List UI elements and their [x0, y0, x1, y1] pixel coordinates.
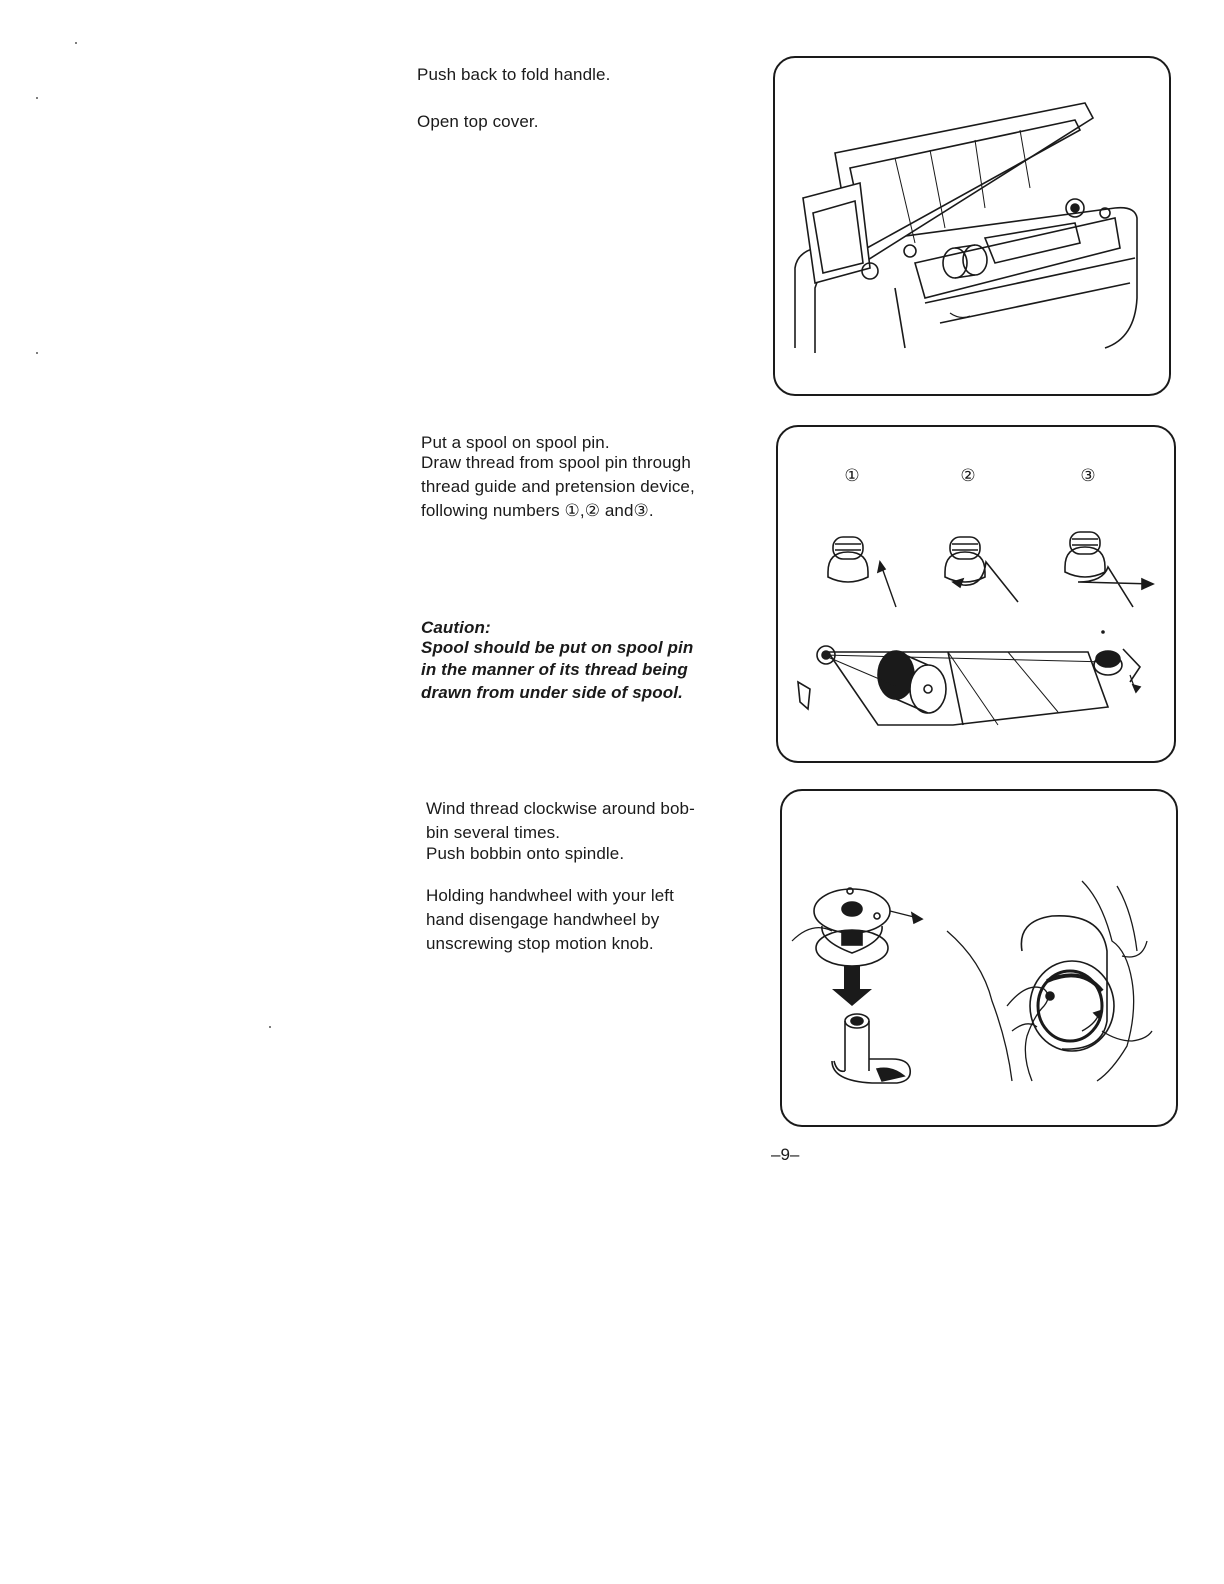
- instruction-unscrew-knob: unscrewing stop motion knob.: [426, 934, 654, 953]
- spindle-icon: [832, 1014, 910, 1083]
- instruction-fold-handle: Push back to fold handle.: [417, 65, 611, 84]
- instruction-wind-thread: Wind thread clockwise around bob-: [426, 799, 695, 818]
- pretension-device-3: [1065, 532, 1153, 607]
- handwheel-icon: [1021, 916, 1114, 1051]
- instruction-thread-guide: thread guide and pretension device,: [421, 477, 695, 496]
- page-number: –9–: [771, 1145, 800, 1164]
- down-arrow-icon: [832, 966, 872, 1006]
- instruction-push-bobbin: Push bobbin onto spindle.: [426, 844, 625, 863]
- instruction-wind-thread-cont: bin several times.: [426, 823, 561, 842]
- caution-title: Caution:: [421, 618, 491, 637]
- caution-line: Spool should be put on spool pin: [421, 638, 694, 657]
- instruction-open-cover: Open top cover.: [417, 112, 539, 131]
- instruction-follow-numbers: following numbers ①,② and③.: [421, 501, 654, 520]
- illustration-bobbin-handwheel: [780, 789, 1178, 1127]
- illustration-threading-steps: [776, 425, 1176, 763]
- pretension-device-2: [945, 537, 1018, 602]
- instruction-disengage-handwheel: hand disengage handwheel by: [426, 910, 660, 929]
- step-label-1: ①: [844, 466, 860, 486]
- scan-speck: [36, 352, 38, 354]
- instruction-spool-pin: Put a spool on spool pin.: [421, 433, 610, 452]
- caution-line: drawn from under side of spool.: [421, 683, 683, 702]
- scan-speck: [75, 42, 77, 44]
- bobbin-icon: [792, 888, 922, 966]
- step-label-3: ③: [1080, 466, 1096, 486]
- step-label-2: ②: [960, 466, 976, 486]
- scan-speck: [36, 97, 38, 99]
- pretension-device-1: [828, 537, 896, 607]
- caution-line: in the manner of its thread being: [421, 660, 688, 679]
- instruction-hold-handwheel: Holding handwheel with your left: [426, 886, 674, 905]
- instruction-draw-thread: Draw thread from spool pin through: [421, 453, 691, 472]
- hand-left-icon: [947, 931, 1048, 1081]
- scan-speck: [269, 1026, 271, 1028]
- illustration-open-top-cover: [773, 56, 1171, 396]
